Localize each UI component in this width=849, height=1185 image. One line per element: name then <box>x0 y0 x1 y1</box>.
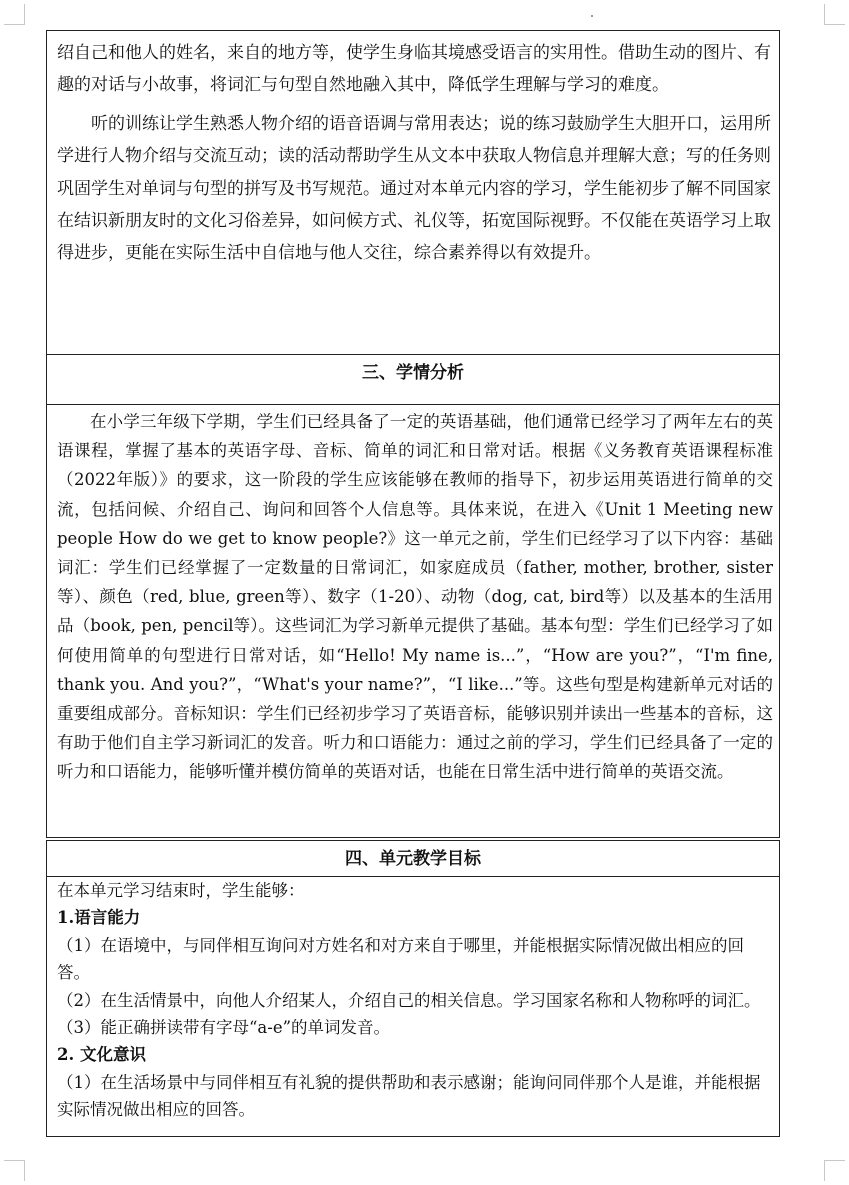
goals-intro: 在本单元学习结束时，学生能够： <box>57 881 305 900</box>
crop-mark-bottom-left <box>4 1160 25 1181</box>
section-heading-learner-analysis: 三、学情分析 <box>362 363 464 383</box>
section-header-cell <box>46 840 780 877</box>
goal-item: （1）在生活场景中与同伴相互有礼貌的提供帮助和表示感谢；能询问同伴那个人是谁，并能根据实际情况做出相应的回答。 <box>57 1072 761 1120</box>
content-cell-learner-analysis <box>46 404 780 838</box>
goal-category-culture: 2. 文化意识 <box>57 1045 146 1065</box>
paragraph-skills: 听的训练让学生熟悉人物介绍的语音语调与常用表达；说的练习鼓励学生大胆开口，运用所学进行人物介绍与交流互动；读的活动帮助学生从文本中获取人物信息并理解大意；写的任务则巩固学生对单词与句型的拼写及书写规范。通过对本单元内容的学习，学生能初步了解不同国家在结识新朋友时的文化习俗差异，如问候方式、礼仪等，拓宽国际视野。不仅能在英语学习上取得进步，更能在实际生活中自信地与他人交往，综合素养得以有效提升。 <box>57 113 771 264</box>
content-cell-unit-overview <box>46 30 780 355</box>
content-cell-unit-goals <box>46 876 780 1137</box>
goal-category-language: 1.语言能力 <box>57 908 141 928</box>
section-heading-unit-goals: 四、单元教学目标 <box>345 849 481 869</box>
goal-item: （3）能正确拼读带有字母“a-e”的单词发音。 <box>57 1018 391 1038</box>
section-header-cell <box>46 354 780 405</box>
crop-mark-bottom-right <box>824 1160 845 1181</box>
page-dot <box>591 15 593 17</box>
crop-mark-top-left <box>4 4 25 25</box>
crop-mark-top-right <box>824 4 845 25</box>
paragraph-learner-analysis: 在小学三年级下学期，学生们已经具备了一定的英语基础，他们通常已经学习了两年左右的英语课程，掌握了基本的英语字母、音标、简单的词汇和日常对话。根据《义务教育英语课程标准（2022年版）》的要求，这一阶段的学生应该能够在教师的指导下，初步运用英语进行简单的交流，包括问候、介绍自己、询问和回答个人信息等。具体来说，在进入《Unit 1 Meeting new people How do we get to know people?》这一单元之前，学生们已经学习了以下内容：基础词汇：学生们已经掌握了一定数量的日常词汇，如家庭成员（father, mother, brother, sister等）、颜色（red, blue, green等）、数字（1-20）、动物（dog, cat, bird等）以及基本的生活用品（book, pen, pencil等）。这些词汇为学习新单元提供了基础。基本句型：学生们已经学习了如何使用简单的句型进行日常对话，如“Hello! My name is...”，“How are you?”，“I'm fine, thank you. And you?”，“What's your name?”，“I like...”等。这些句型是构建新单元对话的重要组成部分。音标知识：学生们已经初步学习了英语音标，能够识别并读出一些基本的音标，这有助于他们自主学习新词汇的发音。听力和口语能力：通过之前的学习，学生们已经具备了一定的听力和口语能力，能够听懂并模仿简单的英语对话，也能在日常生活中进行简单的英语交流。 <box>57 412 773 782</box>
goal-item: （1）在语境中，与同伴相互询问对方姓名和对方来自于哪里，并能根据实际情况做出相应的回答。 <box>57 935 744 983</box>
goal-item: （2）在生活情景中，向他人介绍某人，介绍自己的相关信息。学习国家名称和人物称呼的词汇。 <box>57 990 761 1010</box>
paragraph-continuation: 绍自己和他人的姓名，来自的地方等，使学生身临其境感受语言的实用性。借助生动的图片、有趣的对话与小故事，将词汇与句型自然地融入其中，降低学生理解与学习的难度。 <box>57 43 771 96</box>
